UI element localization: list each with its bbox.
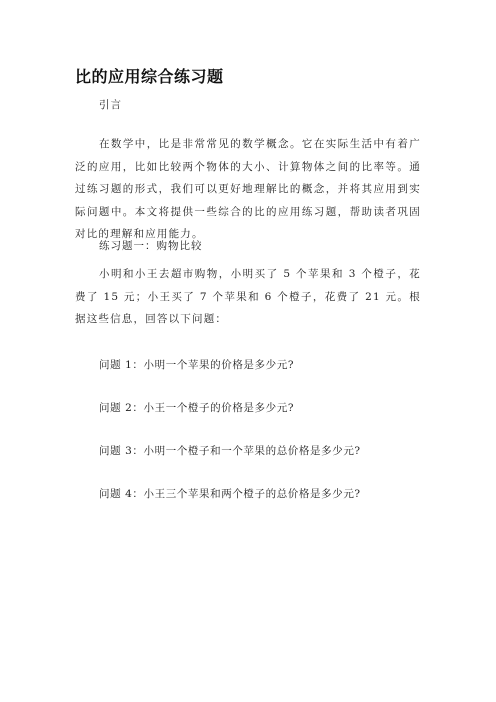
document-title: 比的应用综合练习题 (75, 67, 224, 86)
exercise1-heading: 练习题一：购物比较 (99, 240, 203, 252)
question-2: 问题 2：小王一个橙子的价格是多少元? (99, 402, 295, 414)
exercise1-paragraph: 小明和小王去超市购物，小明买了 5 个苹果和 3 个橙子，花费了 15 元；小王买了 7 个苹果和 6 个橙子，花费了 21 元。根据这些信息，回答以下问题： (75, 268, 421, 325)
intro-paragraph: 在数学中，比是非常常见的数学概念。它在实际生活中有着广泛的应用，比如比较两个物体的大小、计算物体之间的比率等。通过练习题的形式，我们可以更好地理解比的概念，并将其应用到实际问题中。本文将提供一些综合的比的应用练习题，帮助读者巩固对比的理解和应用能力。 (75, 138, 421, 240)
intro-heading: 引言 (99, 99, 122, 111)
question-1: 问题 1：小明一个苹果的价格是多少元? (99, 359, 295, 371)
question-4: 问题 4：小王三个苹果和两个橙子的总价格是多少元? (99, 488, 361, 500)
question-3: 问题 3：小明一个橙子和一个苹果的总价格是多少元? (99, 445, 361, 457)
